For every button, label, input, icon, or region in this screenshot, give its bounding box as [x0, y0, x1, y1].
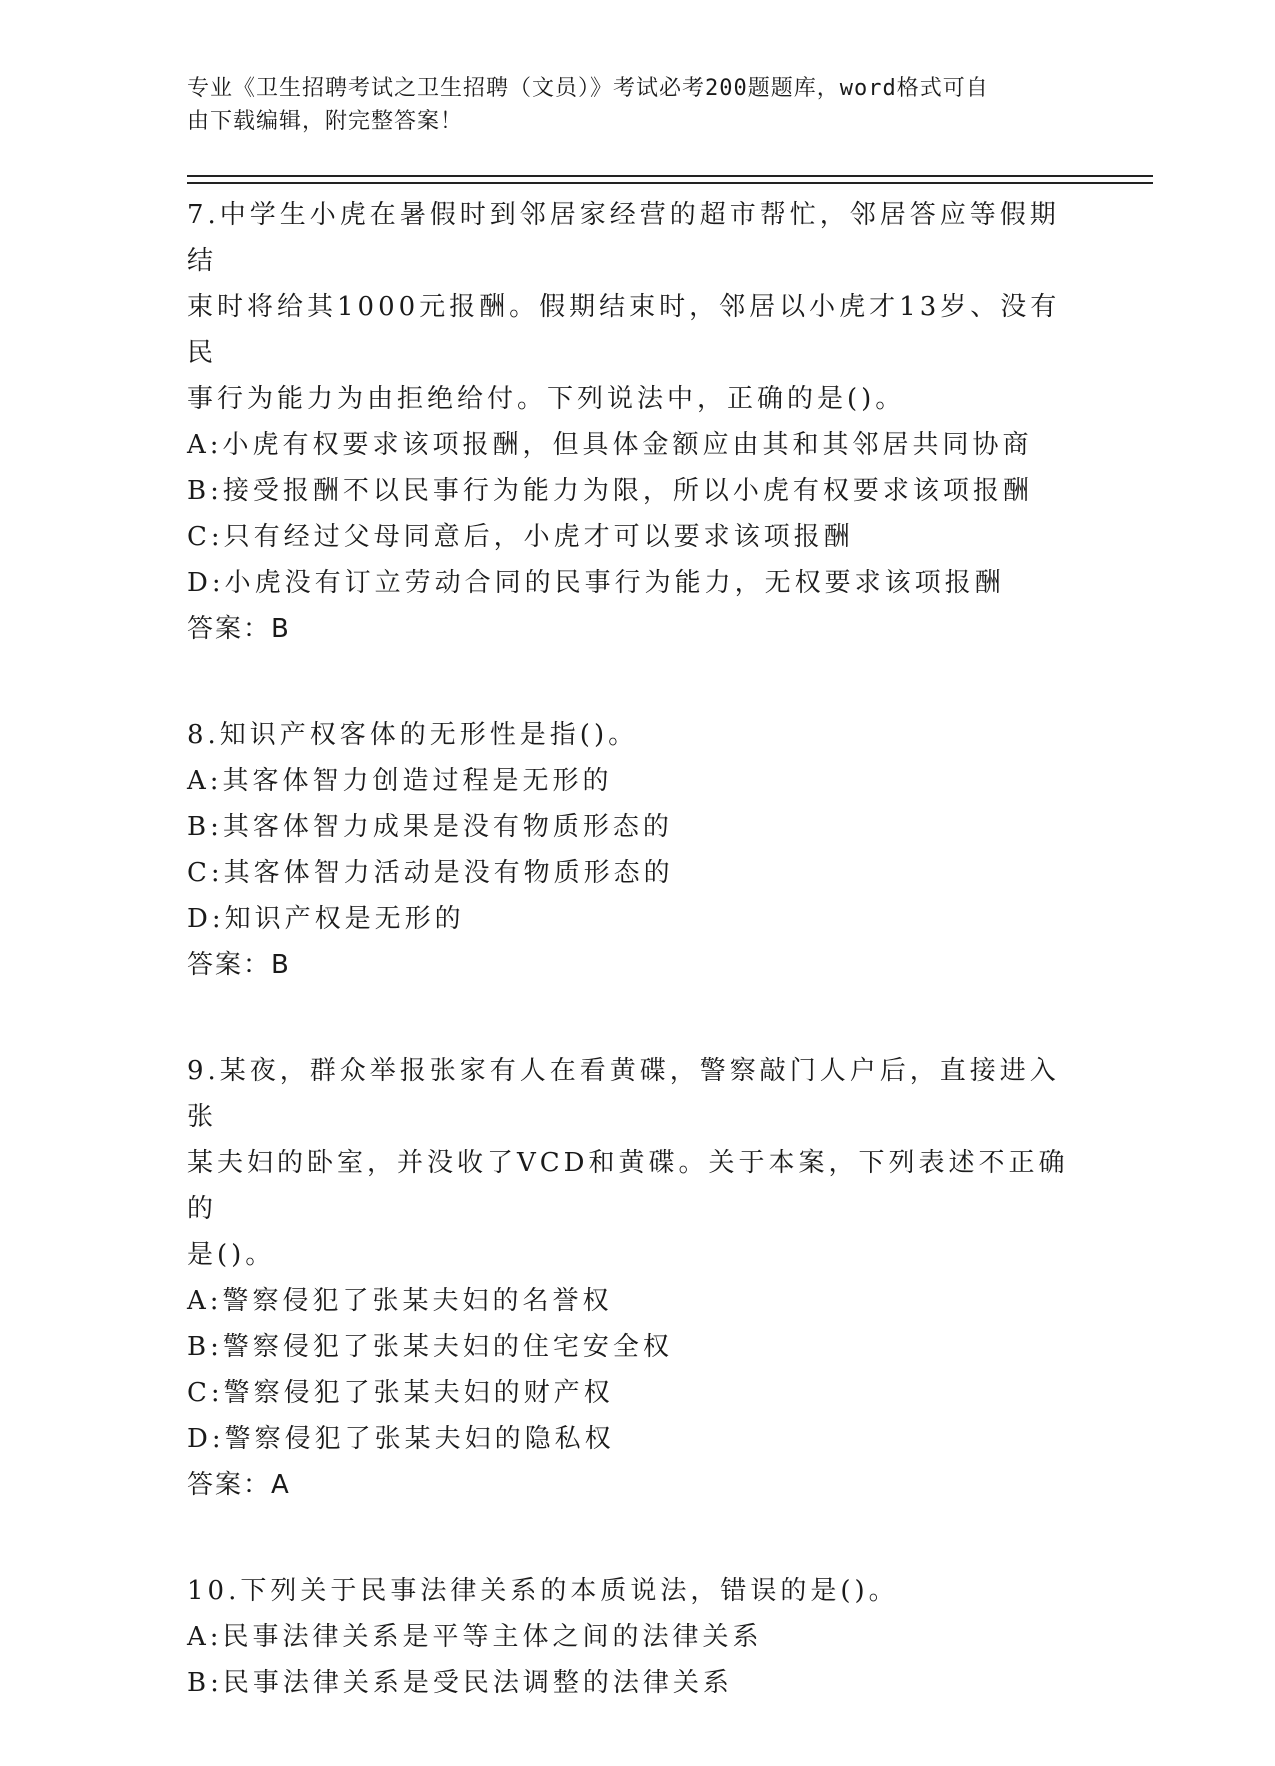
question-9-option-b: B:警察侵犯了张某夫妇的住宅安全权 [187, 1332, 673, 1362]
question-7-option-a: A:小虎有权要求该项报酬，但具体金额应由其和其邻居共同协商 [187, 430, 1033, 460]
question-8-answer: 答案：B [187, 950, 291, 980]
question-list [187, 192, 1087, 1766]
question-9-stem-line-3: 是()。 [187, 1240, 276, 1270]
question-7-option-c: C:只有经过父母同意后，小虎才可以要求该项报酬 [187, 522, 854, 552]
question-8 [187, 712, 1087, 988]
header-divider-bottom [187, 182, 1153, 184]
question-7 [187, 192, 1087, 652]
header-line-2: 由下载编辑，附完整答案！ [187, 109, 464, 134]
question-7-stem-line-2: 束时将给其1000元报酬。假期结束时，邻居以小虎才13岁、没有民 [187, 292, 1061, 368]
question-8-stem-line-1: 8.知识产权客体的无形性是指()。 [187, 720, 639, 750]
question-8-option-d: D:知识产权是无形的 [187, 904, 465, 934]
question-9-answer: 答案：A [187, 1470, 291, 1500]
question-10-stem-line-1: 10.下列关于民事法律关系的本质说法，错误的是()。 [187, 1576, 899, 1606]
question-8-option-b: B:其客体智力成果是没有物质形态的 [187, 812, 673, 842]
question-9 [187, 1048, 1087, 1508]
question-9-stem-line-1: 9.某夜，群众举报张家有人在看黄碟，警察敲门人户后，直接进入张 [187, 1056, 1060, 1132]
question-9-option-d: D:警察侵犯了张某夫妇的隐私权 [187, 1424, 615, 1454]
header-divider-top [187, 175, 1153, 177]
question-7-option-d: D:小虎没有订立劳动合同的民事行为能力，无权要求该项报酬 [187, 568, 1005, 598]
question-10-option-b: B:民事法律关系是受民法调整的法律关系 [187, 1668, 733, 1698]
question-7-stem-line-1: 7.中学生小虎在暑假时到邻居家经营的超市帮忙，邻居答应等假期结 [187, 200, 1060, 276]
question-9-option-c: C:警察侵犯了张某夫妇的财产权 [187, 1378, 614, 1408]
question-8-option-c: C:其客体智力活动是没有物质形态的 [187, 858, 674, 888]
question-9-option-a: A:警察侵犯了张某夫妇的名誉权 [187, 1286, 613, 1316]
question-10 [187, 1568, 1087, 1706]
question-7-option-b: B:接受报酬不以民事行为能力为限，所以小虎有权要求该项报酬 [187, 476, 1033, 506]
question-8-option-a: A:其客体智力创造过程是无形的 [187, 766, 613, 796]
question-10-option-a: A:民事法律关系是平等主体之间的法律关系 [187, 1622, 763, 1652]
question-7-answer: 答案：B [187, 614, 291, 644]
question-9-stem-line-2: 某夫妇的卧室，并没收了VCD和黄碟。关于本案，下列表述不正确的 [187, 1148, 1069, 1224]
document-header [187, 72, 1067, 138]
header-line-1: 专业《卫生招聘考试之卫生招聘（文员）》考试必考200题题库，word格式可自 [187, 76, 989, 101]
question-7-stem-line-3: 事行为能力为由拒绝给付。下列说法中，正确的是()。 [187, 384, 906, 414]
